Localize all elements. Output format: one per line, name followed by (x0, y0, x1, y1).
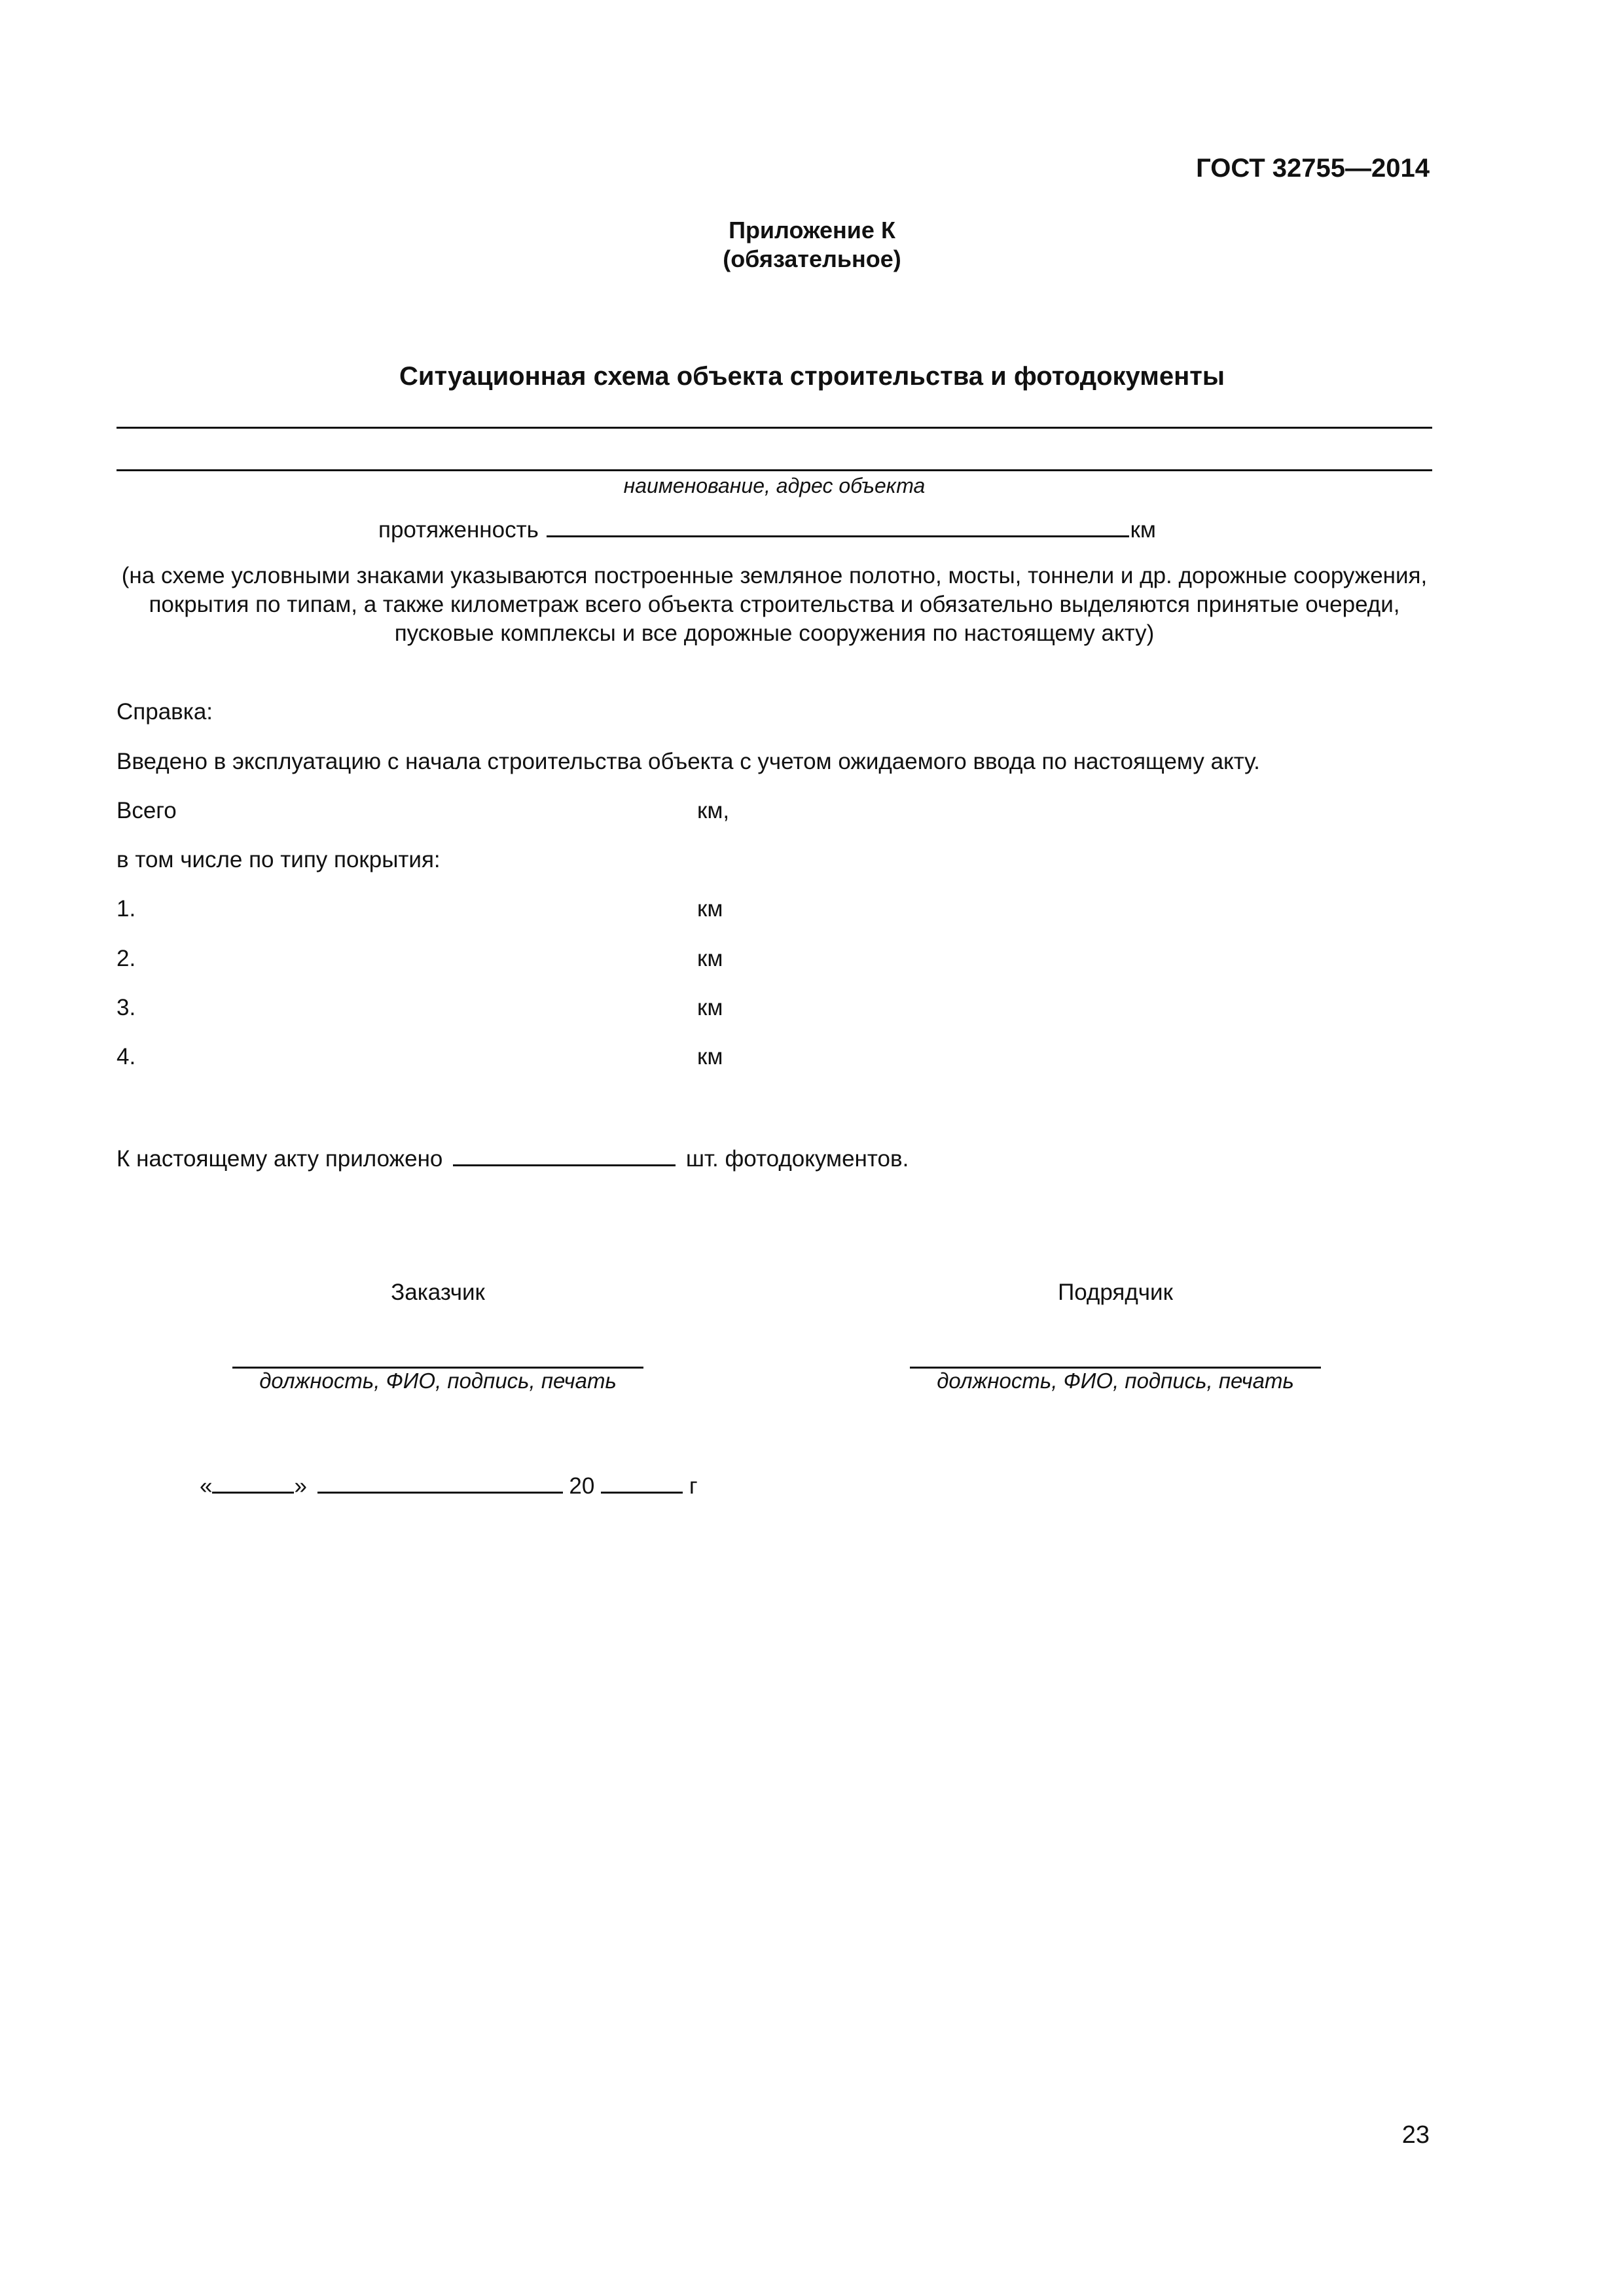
appendix-title: Приложение К (729, 217, 895, 243)
length-label: протяженность (378, 517, 539, 543)
attachment-prefix: К настоящему акту приложено (117, 1146, 443, 1172)
item-number: 2. (117, 946, 136, 971)
date-year-suffix: г (689, 1473, 698, 1499)
reference-intro: Введено в эксплуатацию с начала строительства объекта с учетом ожидаемого ввода по настоящему акту. (117, 749, 1260, 774)
attachment-suffix: шт. фотодокументов. (685, 1146, 909, 1172)
item-unit: км (697, 946, 723, 971)
item-number: 1. (117, 896, 136, 922)
object-name-caption: наименование, адрес объекта (623, 474, 926, 497)
item-unit: км (697, 896, 723, 922)
customer-label: Заказчик (391, 1280, 485, 1305)
date-close-quote: » (294, 1473, 307, 1499)
length-field[interactable] (547, 511, 1129, 537)
object-name-field-line-1[interactable] (117, 427, 1432, 429)
total-unit: км, (697, 798, 730, 823)
contractor-signature-caption: должность, ФИО, подпись, печать (937, 1369, 1294, 1393)
by-type-label: в том числе по типу покрытия: (117, 847, 441, 872)
date-day-field[interactable] (212, 1468, 294, 1494)
item-unit: км (697, 1044, 723, 1069)
item-number: 4. (117, 1044, 136, 1069)
date-open-quote: « (200, 1473, 213, 1499)
appendix-status: (обязательное) (723, 245, 901, 272)
attachment-row (117, 1141, 909, 1174)
photo-count-field[interactable] (453, 1141, 676, 1166)
date-century: 20 (569, 1473, 595, 1499)
date-row (200, 1468, 698, 1501)
object-name-field-line-2[interactable] (117, 469, 1432, 471)
date-year-field[interactable] (601, 1468, 683, 1494)
length-row (378, 511, 1156, 545)
customer-signature-caption: должность, ФИО, подпись, печать (259, 1369, 617, 1393)
contractor-label: Подрядчик (1058, 1280, 1173, 1305)
scheme-note: (на схеме условными знаками указываются построенные земляное полотно, мосты, тоннели и др. дорожные сооружения, покрытия по типам, а также километраж всего объекта строительства и обязательно выделяются принятые очереди, пусковые комплексы и все дорожные сооружения по настоящему акту) (121, 563, 1428, 646)
page-title: Ситуационная схема объекта строительства и фотодокументы (399, 362, 1225, 391)
date-month-field[interactable] (317, 1468, 563, 1494)
total-label: Всего (117, 798, 177, 823)
item-unit: км (697, 995, 723, 1020)
length-unit: км (1130, 517, 1156, 543)
item-number: 3. (117, 995, 136, 1020)
reference-heading: Справка: (117, 699, 213, 725)
page-number: 23 (1401, 2121, 1430, 2149)
document-code: ГОСТ 32755—2014 (1196, 154, 1430, 183)
